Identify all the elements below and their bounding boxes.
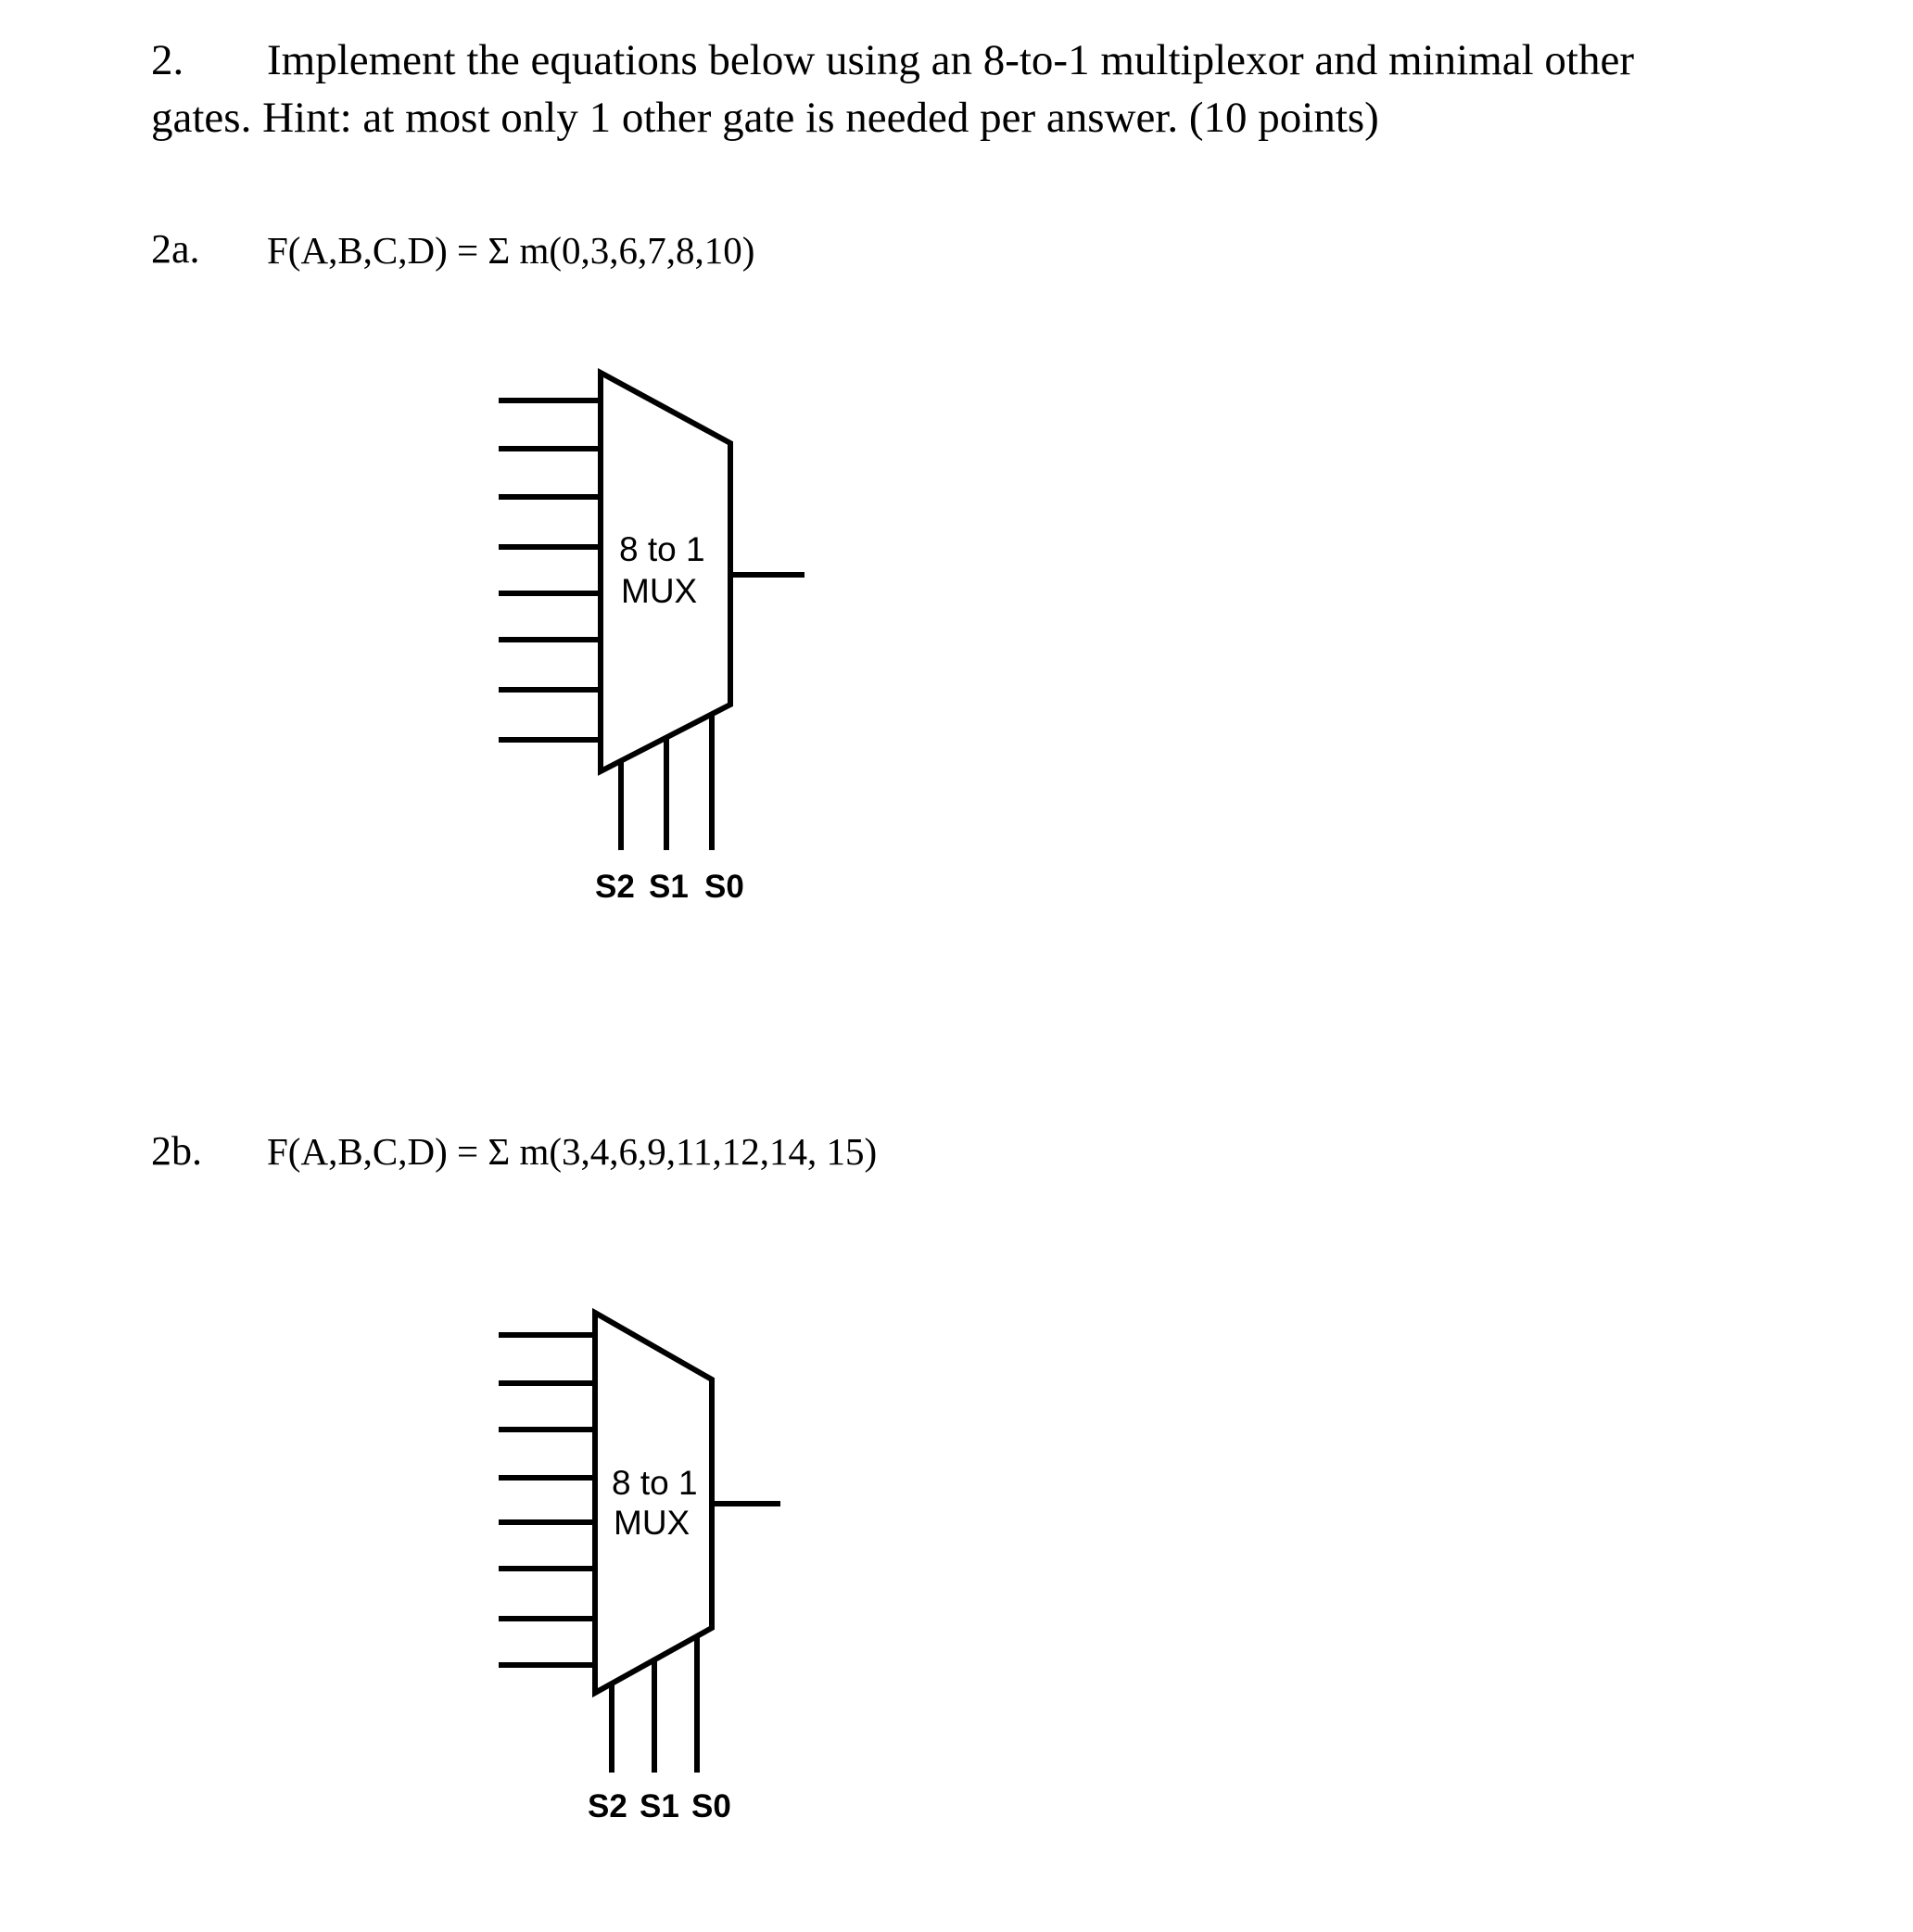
part-2a-label: 2a. <box>151 226 200 272</box>
mux-2b-select-label-s2: S2 <box>588 1788 627 1824</box>
mux-diagram-2a <box>482 352 825 909</box>
mux-2b-label-line2: MUX <box>614 1504 690 1542</box>
question-number: 2. <box>151 36 184 84</box>
mux-2a-label-line1: 8 to 1 <box>619 530 705 568</box>
mux-diagram-2b <box>482 1289 825 1826</box>
mux-2a-label-line2: MUX <box>621 572 698 610</box>
mux-2b-label-line1: 8 to 1 <box>612 1464 698 1502</box>
part-2b-equation: F(A,B,C,D) = Σ m(3,4,6,9,11,12,14, 15) <box>267 1130 878 1173</box>
question-text-line2: gates. Hint: at most only 1 other gate is needed per answer. (10 points) <box>151 94 1379 142</box>
mux-2a-select-label-s2: S2 <box>595 869 635 905</box>
question-text-line1: Implement the equations below using an 8-to-1 multiplexor and minimal other <box>267 36 1634 84</box>
part-2b-label: 2b. <box>151 1128 202 1174</box>
mux-2b-select-label-s0: S0 <box>691 1788 731 1824</box>
mux-2b-select-label-s1: S1 <box>640 1788 679 1824</box>
mux-2a-select-label-s1: S1 <box>649 869 689 905</box>
mux-2b-body <box>595 1313 712 1693</box>
part-2a-equation: F(A,B,C,D) = Σ m(0,3,6,7,8,10) <box>267 229 755 272</box>
mux-2a-select-label-s0: S0 <box>704 869 744 905</box>
